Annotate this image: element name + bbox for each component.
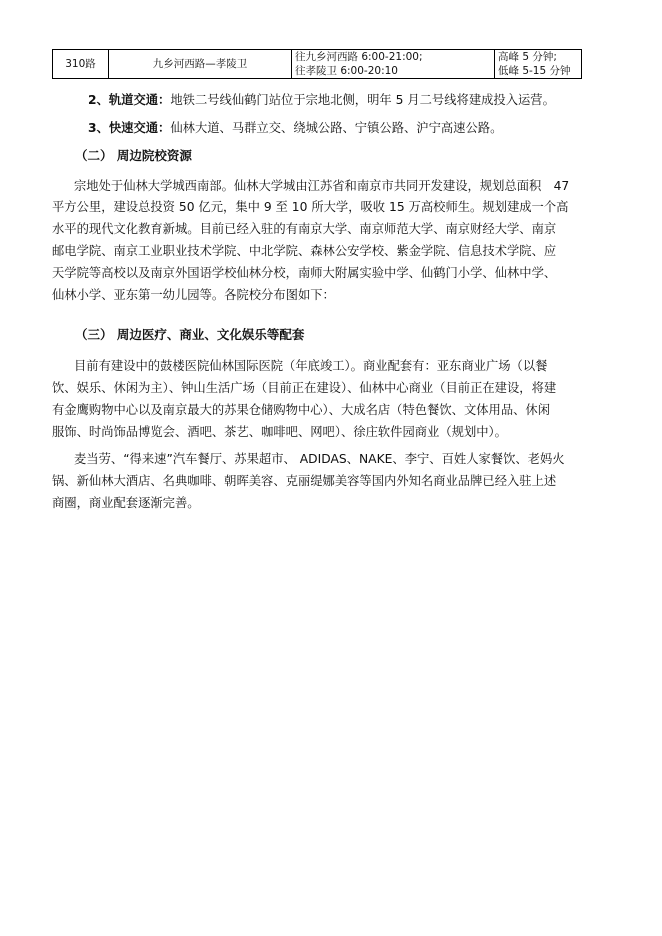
expressway-paragraph	[88, 118, 502, 136]
section3-para1-line: 有金鹰购物中心以及南京最大的苏果仓储购物中心）、大成名店（特色餐饮、文体用品、休闲	[52, 403, 551, 417]
section3-para1-line: 饮、娱乐、休闲为主）、钟山生活广场（目前正在建设）、仙林中心商业（目前正在建设，将建	[52, 381, 557, 395]
route-frequency-line: 低峰 5-15 分钟	[498, 65, 571, 77]
rail-transit-text: 地铁二号线仙鹤门站位于宗地北侧，明年 5 月二号线将建成投入运营。	[170, 93, 555, 107]
section2-line: 平方公里，建设总投资 50 亿元，集中 9 至 10 所大学，吸收 15 万高校师生。规划建成一个高	[52, 200, 569, 214]
section3-para1-line: 目前有建设中的鼓楼医院仙林国际医院（年底竣工）。商业配套有：亚东商业广场（以餐	[74, 359, 548, 373]
section3-para1-line: 服饰、时尚饰品博览会、酒吧、茶艺、咖啡吧、网吧）、徐庄软件园商业（规划中）。	[52, 425, 507, 439]
table-row	[53, 50, 582, 79]
route-time-line: 往孝陵卫 6:00-20:10	[295, 65, 398, 77]
section3-para2-line: 麦当劳、“得来速”汽车餐厅、苏果超市、 ADIDAS、NAKE、李宁、百姓人家餐饮、老妈火	[74, 452, 565, 466]
rail-transit-label: 2、轨道交通：	[88, 93, 171, 107]
route-frequency-line: 高峰 5 分钟;	[498, 51, 557, 63]
section2-heading: （二） 周边院校资源	[75, 148, 192, 163]
expressway-label: 3、快速交通：	[88, 121, 171, 135]
route-number-cell: 310路	[53, 50, 109, 79]
route-time-line: 往九乡河西路 6:00-21:00;	[295, 51, 423, 63]
route-frequency-cell	[495, 50, 582, 79]
section2-line: 邮电学院、南京工业职业技术学院、中北学院、森林公安学校、紫金学院、信息技术学院、应	[52, 244, 557, 258]
section3-para2-line: 商圈，商业配套逐渐完善。	[52, 496, 200, 510]
route-times-cell	[292, 50, 495, 79]
section3-para2-line: 锅、新仙林大酒店、名典咖啡、朝晖美容、克丽缇娜美容等国内外知名商业品牌已经入驻上述	[52, 474, 557, 488]
expressway-text: 仙林大道、马群立交、绕城公路、宁镇公路、沪宁高速公路。	[170, 121, 503, 135]
section2-line: 天学院等高校以及南京外国语学校仙林分校，南师大附属实验中学、仙鹤门小学、仙林中学、	[52, 266, 557, 280]
section2-line: 仙林小学、亚东第一幼儿园等。各院校分布图如下：	[52, 288, 335, 302]
section2-line: 水平的现代文化教育新城。目前已经入驻的有南京大学、南京师范大学、南京财经大学、南京	[52, 222, 557, 236]
route-line-cell: 九乡河西路—孝陵卫	[109, 50, 292, 79]
rail-transit-paragraph	[88, 90, 555, 108]
section3-heading: （三） 周边医疗、商业、文化娱乐等配套	[75, 327, 305, 342]
section2-line: 宗地处于仙林大学城西南部。仙林大学城由江苏省和南京市共同开发建设，规划总面积 47	[74, 179, 570, 193]
bus-route-table	[52, 49, 582, 79]
